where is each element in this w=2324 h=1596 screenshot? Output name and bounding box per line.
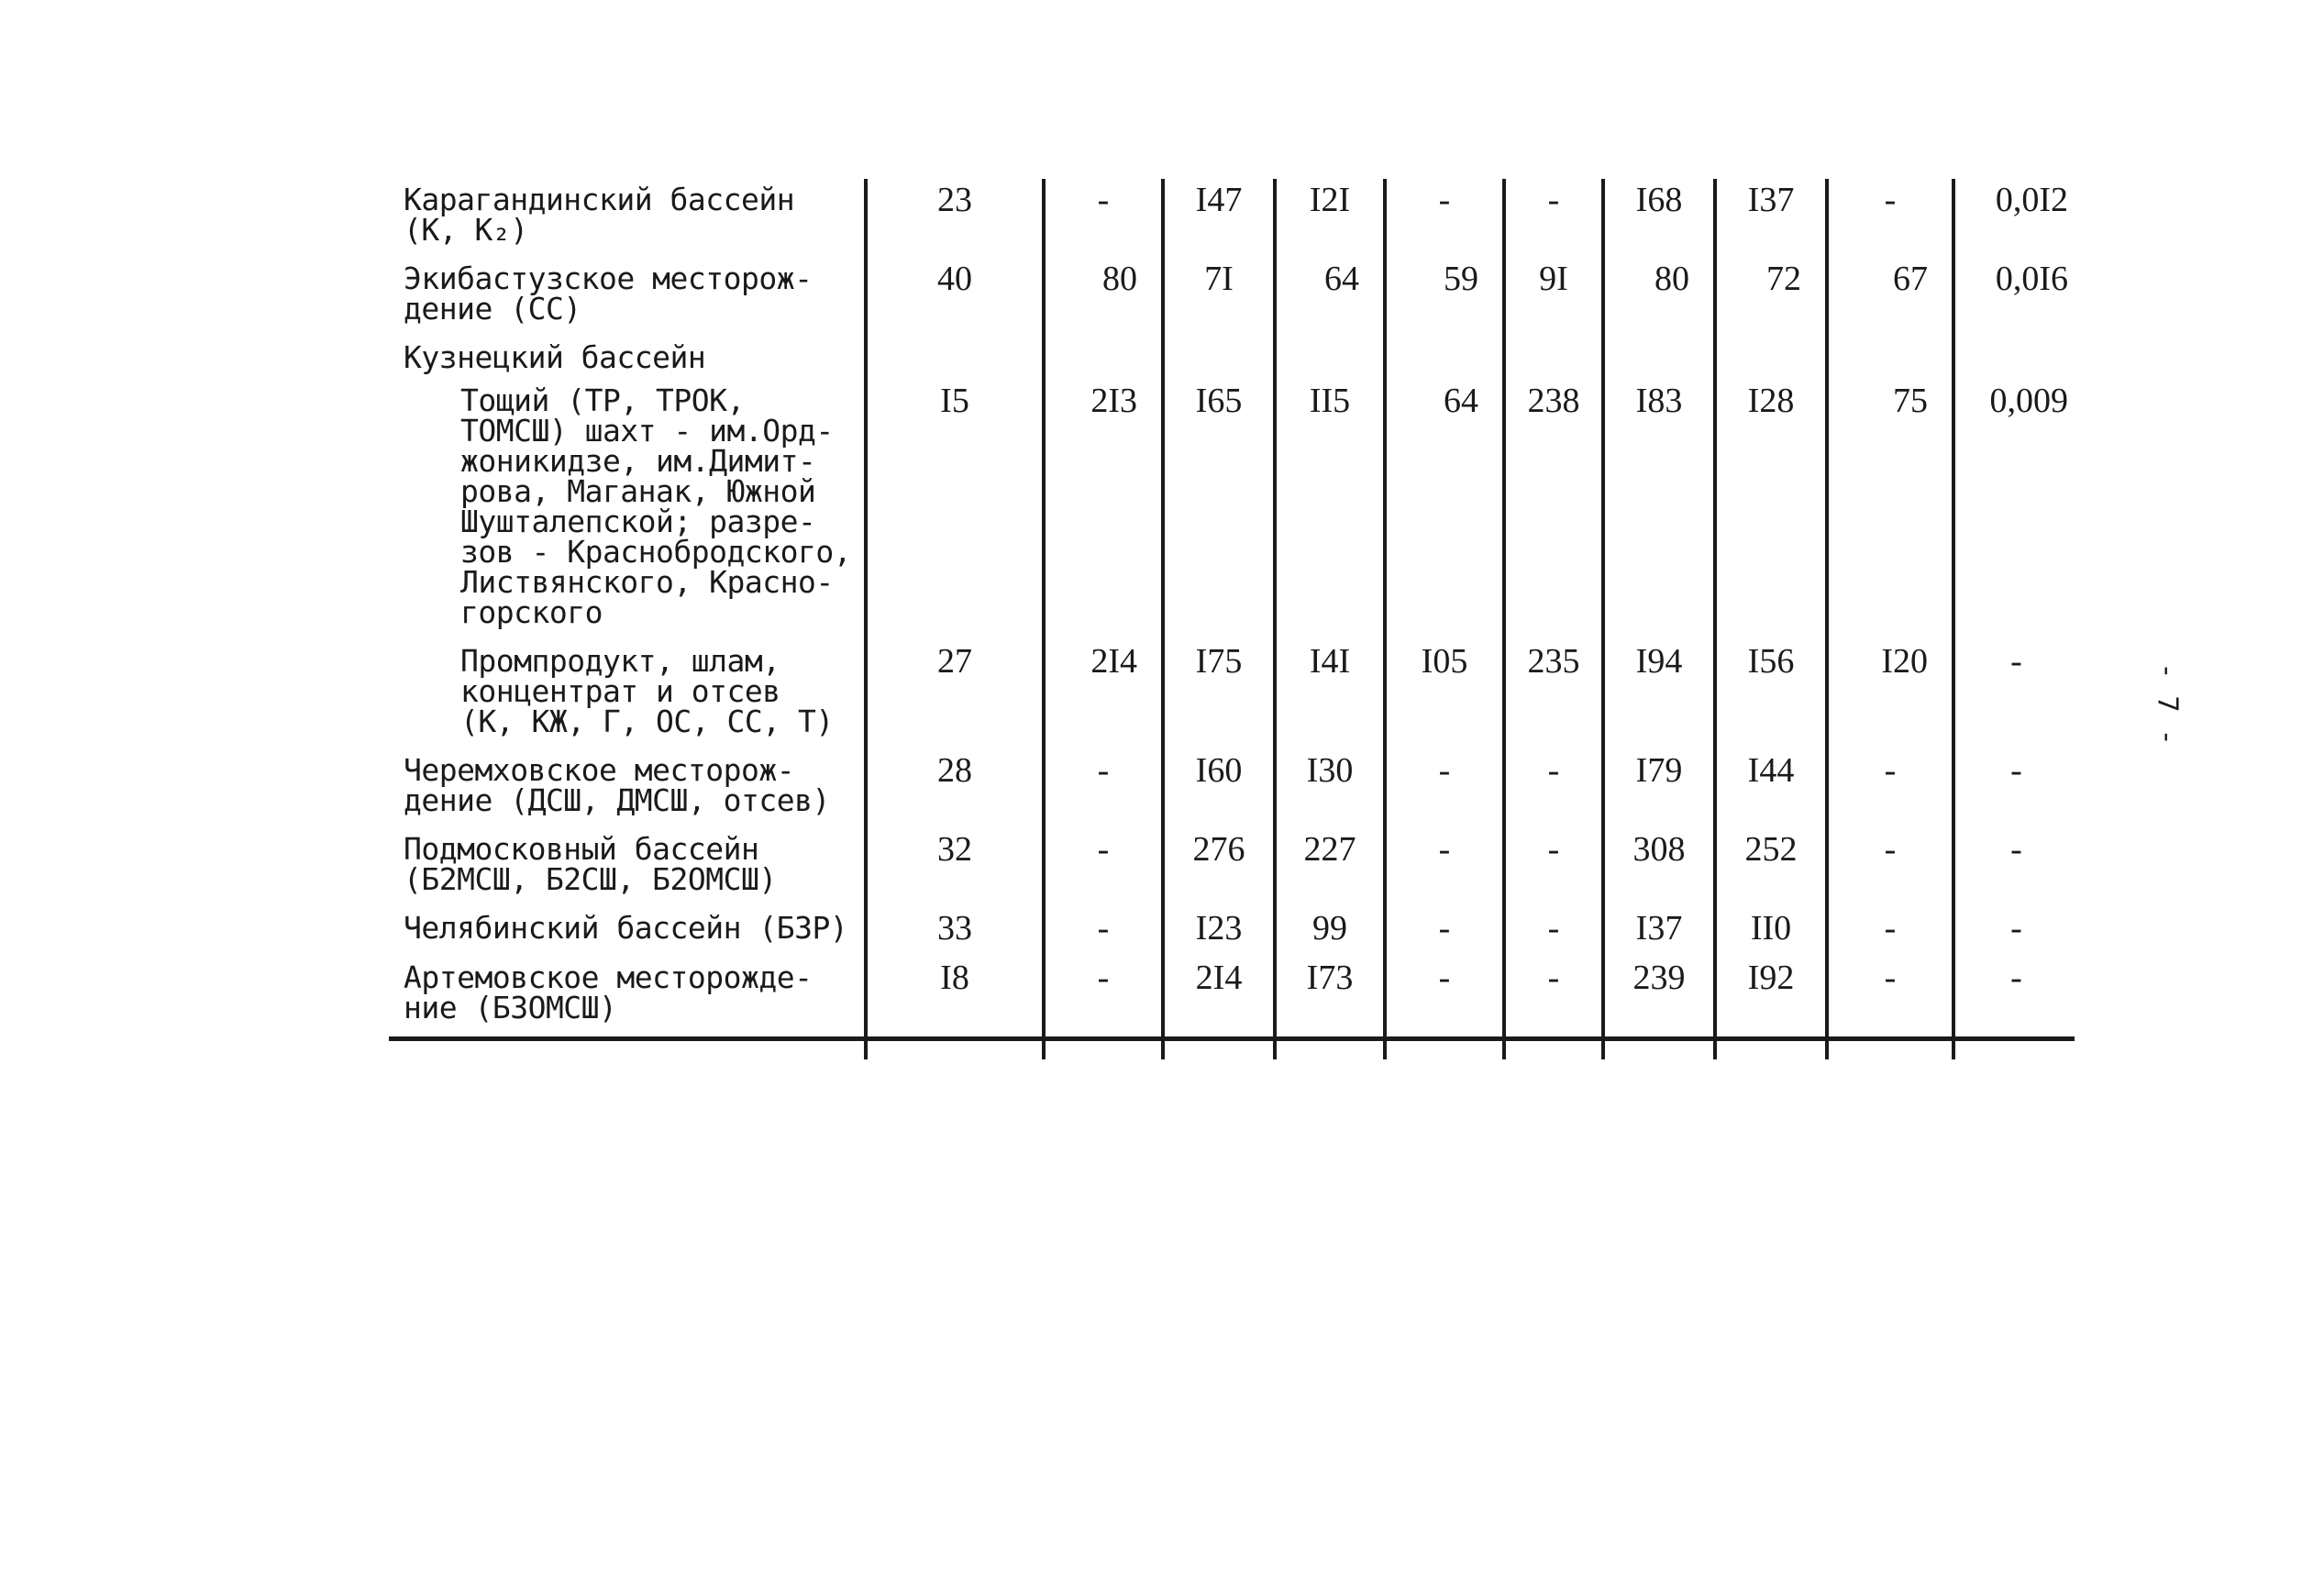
value-cell: 99 [1275,907,1385,957]
value-cell: 276 [1163,828,1275,907]
value-cell [866,337,1044,380]
coal-data-table-wrap [394,179,2077,1059]
value-cell: - [1385,749,1504,828]
value-cell: I65 [1163,380,1275,640]
value-cell: - [1953,640,2077,749]
value-cell: I47 [1163,179,1275,258]
value-cell: 75 [1827,380,1953,640]
row-name: Промпродукт, шлам, концентрат и отсев (К, КЖ, Г, ОС, СС, Т) [460,643,834,739]
page-number-text: - 7 - [2151,662,2184,746]
value-cell: 0,009 [1953,380,2077,640]
page-number [2126,651,2184,752]
value-cell: 252 [1715,828,1827,907]
value-cell [1827,337,1953,380]
value-cell: 2I4 [1163,957,1275,1059]
value-cell: 2I4 [1044,640,1163,749]
value-cell: 72 [1715,258,1827,337]
value-cell: - [1044,907,1163,957]
value-cell: - [1827,179,1953,258]
value-cell: - [1044,179,1163,258]
value-cell: I44 [1715,749,1827,828]
value-cell: I2I [1275,179,1385,258]
value-cell: I75 [1163,640,1275,749]
value-cell: I60 [1163,749,1275,828]
value-cell: 40 [866,258,1044,337]
value-cell: 80 [1603,258,1715,337]
value-cell: I68 [1603,179,1715,258]
value-cell: II5 [1275,380,1385,640]
value-cell: I23 [1163,907,1275,957]
value-cell: - [1953,957,2077,1059]
value-cell: 64 [1385,380,1504,640]
value-cell: I73 [1275,957,1385,1059]
value-cell: - [1504,749,1603,828]
value-cell: - [1953,749,2077,828]
value-cell: I94 [1603,640,1715,749]
value-cell: 7I [1163,258,1275,337]
row-name: Артемовское месторожде- ние (Б3ОМСШ) [404,959,813,1025]
value-cell: II0 [1715,907,1827,957]
value-cell: - [1385,907,1504,957]
value-cell: 27 [866,640,1044,749]
value-cell: - [1385,828,1504,907]
value-cell: I5 [866,380,1044,640]
value-cell: 64 [1275,258,1385,337]
row-name: Подмосковный бассейн (Б2МСШ, Б2СШ, Б2ОМСШ) [404,831,777,897]
value-cell: I28 [1715,380,1827,640]
table-row [394,179,2077,258]
table-row [394,828,2077,907]
value-cell: - [1385,179,1504,258]
value-cell: - [1504,957,1603,1059]
value-cell: 80 [1044,258,1163,337]
row-name: Челябинский бассейн (Б3Р) [404,910,848,946]
value-cell: 28 [866,749,1044,828]
table-row [394,907,2077,957]
row-name: Черемховское месторож- дение (ДСШ, ДМСШ, отсев) [404,752,830,818]
value-cell: 33 [866,907,1044,957]
value-cell: 2I3 [1044,380,1163,640]
value-cell: 238 [1504,380,1603,640]
value-cell: I92 [1715,957,1827,1059]
value-cell: - [1044,957,1163,1059]
value-cell: 67 [1827,258,1953,337]
row-name: Карагандинский бассейн (К, К₂) [404,182,795,248]
value-cell: 239 [1603,957,1715,1059]
table-row [394,640,2077,749]
value-cell: - [1827,957,1953,1059]
value-cell: - [1827,749,1953,828]
value-cell: I79 [1603,749,1715,828]
table-row [394,957,2077,1059]
value-cell: 308 [1603,828,1715,907]
value-cell [1163,337,1275,380]
value-cell [1715,337,1827,380]
value-cell [1044,337,1163,380]
table-row [394,749,2077,828]
value-cell: - [1504,828,1603,907]
value-cell: I83 [1603,380,1715,640]
value-cell: I37 [1715,179,1827,258]
value-cell: I37 [1603,907,1715,957]
value-cell: 9I [1504,258,1603,337]
value-cell: 227 [1275,828,1385,907]
coal-data-table [394,179,2077,1059]
value-cell [1275,337,1385,380]
value-cell: I30 [1275,749,1385,828]
value-cell: - [1504,179,1603,258]
value-cell: I4I [1275,640,1385,749]
group-heading: Кузнецкий бассейн [404,339,706,375]
value-cell [1504,337,1603,380]
row-name: Экибастузское месторож- дение (СС) [404,260,813,327]
value-cell: I8 [866,957,1044,1059]
value-cell: - [1385,957,1504,1059]
value-cell: 0,0I2 [1953,179,2077,258]
value-cell: I20 [1827,640,1953,749]
table-body [394,179,2077,1059]
value-cell: - [1044,828,1163,907]
value-cell: 23 [866,179,1044,258]
value-cell [1603,337,1715,380]
value-cell [1953,337,2077,380]
table-row [394,337,2077,380]
value-cell: - [1953,828,2077,907]
value-cell [1385,337,1504,380]
value-cell: I05 [1385,640,1504,749]
value-cell: 0,0I6 [1953,258,2077,337]
value-cell: - [1827,828,1953,907]
value-cell: 32 [866,828,1044,907]
value-cell: - [1953,907,2077,957]
row-name: Тощий (ТР, ТРОК, ТОМСШ) шахт - им.Орд- жоникидзе, им.Димит- рова, Маганак, Южной Шушталепской; разре- зов - Краснобродского, Листвянского, Красно- горского [460,382,852,630]
table-row [394,380,2077,640]
value-cell: - [1504,907,1603,957]
value-cell: - [1827,907,1953,957]
value-cell: 59 [1385,258,1504,337]
value-cell: 235 [1504,640,1603,749]
value-cell: I56 [1715,640,1827,749]
value-cell: - [1044,749,1163,828]
table-row [394,258,2077,337]
table-bottom-rule [389,1036,2075,1041]
